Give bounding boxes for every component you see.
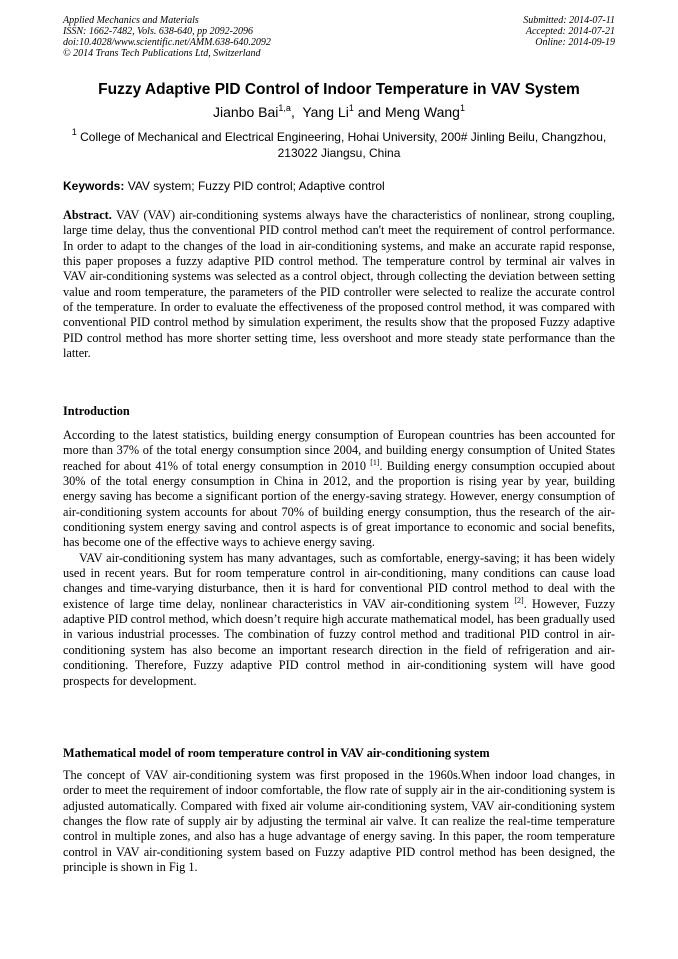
keywords	[63, 179, 615, 194]
introduction-heading: Introduction	[63, 404, 130, 418]
journal-copyright: © 2014 Trans Tech Publications Ltd, Switzerland	[63, 48, 261, 59]
paragraph: The concept of VAV air-conditioning system was first proposed in the 1960s.When indoor load changes, in order to meet the requirement of indoor comfortable, the flow rate of supply air in the air-conditioning system is adjusted automatically. Compared with fixed air volume air-conditioning system, VAV air-conditioning system changes the flow rate of supply air by adjusting the terminal air valve. It can realize the real-time temperature control in multiple zones, and also has a huge advantage of energy saving. In this paper, the room temperature control in VAV air-conditioning system based on Fuzzy adaptive PID control method has been designed, the principle is shown in Fig 1.	[63, 768, 615, 875]
introduction-section	[63, 428, 615, 689]
abstract	[63, 208, 615, 361]
author-affiliation-mark: 1,a	[278, 103, 291, 113]
affiliation	[63, 129, 615, 161]
paragraph-text: . However, Fuzzy adaptive PID control method, which doesn’t require high accurate mathematical model, has been gradually used in various industrial processes. The combination of fuzzy control method and traditional PID control in air-conditioning system has also become an important research direction in the field of refrigeration and air-conditioning. Therefore, Fuzzy adaptive PID control method in air-conditioning system will have good prospects for development.	[63, 596, 615, 688]
submission-dates	[523, 15, 615, 48]
online-date: Online: 2014-09-19	[535, 37, 615, 48]
citation-mark: [1]	[370, 457, 380, 467]
paragraph-text: VAV air-conditioning system has many advantages, such as comfortable, energy-saving; it has been widely used in recent years. But for room temperature control in air-conditioning, many conditions can cause load changes and time-varying disturbance, then it is hard for conventional PID control method to deal with the existence of large time delay, nonlinear characteristics in VAV air-conditioning system	[63, 550, 615, 611]
author-list: Jianbo Bai$^{1,a}$, Yang Li$^1$ and Meng Wang$^1$	[213, 103, 465, 120]
author-affiliation-mark: 1	[348, 103, 354, 113]
math-model-heading: Mathematical model of room temperature control in VAV air-conditioning system	[63, 746, 490, 760]
paragraph	[63, 551, 615, 689]
author-name: and Meng Wang	[357, 104, 460, 120]
abstract-label: Abstract.	[63, 208, 112, 222]
submitted-date: Submitted: 2014-07-11	[523, 15, 615, 26]
author-name: Yang Li	[302, 104, 349, 120]
math-model-section	[63, 768, 615, 875]
journal-doi: doi:10.4028/www.scientific.net/AMM.638-640.2092	[63, 37, 271, 48]
author-affiliation-mark: 1	[459, 103, 465, 113]
paragraph	[63, 428, 615, 551]
citation-mark: [2]	[514, 595, 524, 605]
journal-info	[63, 15, 271, 59]
journal-name: Applied Mechanics and Materials	[63, 15, 199, 26]
journal-issn: ISSN: 1662-7482, Vols. 638-640, pp 2092-2096	[63, 26, 253, 37]
author-name: Jianbo Bai	[213, 104, 279, 120]
keywords-label: Keywords:	[63, 179, 125, 193]
paragraph-text: . Building energy consumption occupied about 30% of the total energy consumption in China in 2012, and the proportion is rising year by year, building energy saving has become a significant portion of the energy-saving strategy. However, energy consumption of air-conditioning system accounts for about 70% of building energy consumption, thus the research of the air-conditioning system energy saving and control aspects is of great importance to economic and social benefits, has become one of the effective ways to achieve energy saving.	[63, 458, 615, 550]
keywords-text: VAV system; Fuzzy PID control; Adaptive control	[127, 179, 385, 193]
affiliation-text: College of Mechanical and Electrical Engineering, Hohai University, 200# Jinling Beilu, Changzhou, 213022 Jiangsu, China	[80, 130, 607, 160]
accepted-date: Accepted: 2014-07-21	[525, 26, 615, 37]
affiliation-mark: 1	[71, 127, 77, 137]
abstract-text: VAV (VAV) air-conditioning systems always have the characteristics of nonlinear, strong coupling, large time delay, thus the conventional PID control method can't meet the requirement of control performance. In order to adapt to the changes of the load in air-conditioning systems, and make an accurate rapid response, this paper proposes a fuzzy adaptive PID control method. The temperature control by terminal air valves in VAV air-conditioning systems was selected as a control object, through collecting the deviation between setting value and room temperature, the parameters of the PID controller were selected to realize the accurate control of the temperature. In order to evaluate the effectiveness of the proposed control method, it was compared with conventional PID control method by simulation experiment, the results show that the proposed Fuzzy adaptive PID control method has more shorter setting time, less overshoot and more steady state performance than the latter.	[63, 208, 615, 361]
paragraph-text: According to the latest statistics, building energy consumption of European countries has been accounted for more than 37% of the total energy consumption since 2004, and building energy consumption of United States reached for about 41% of total energy consumption in 2010	[63, 428, 615, 473]
paper-title: Fuzzy Adaptive PID Control of Indoor Temperature in VAV System	[98, 81, 580, 98]
